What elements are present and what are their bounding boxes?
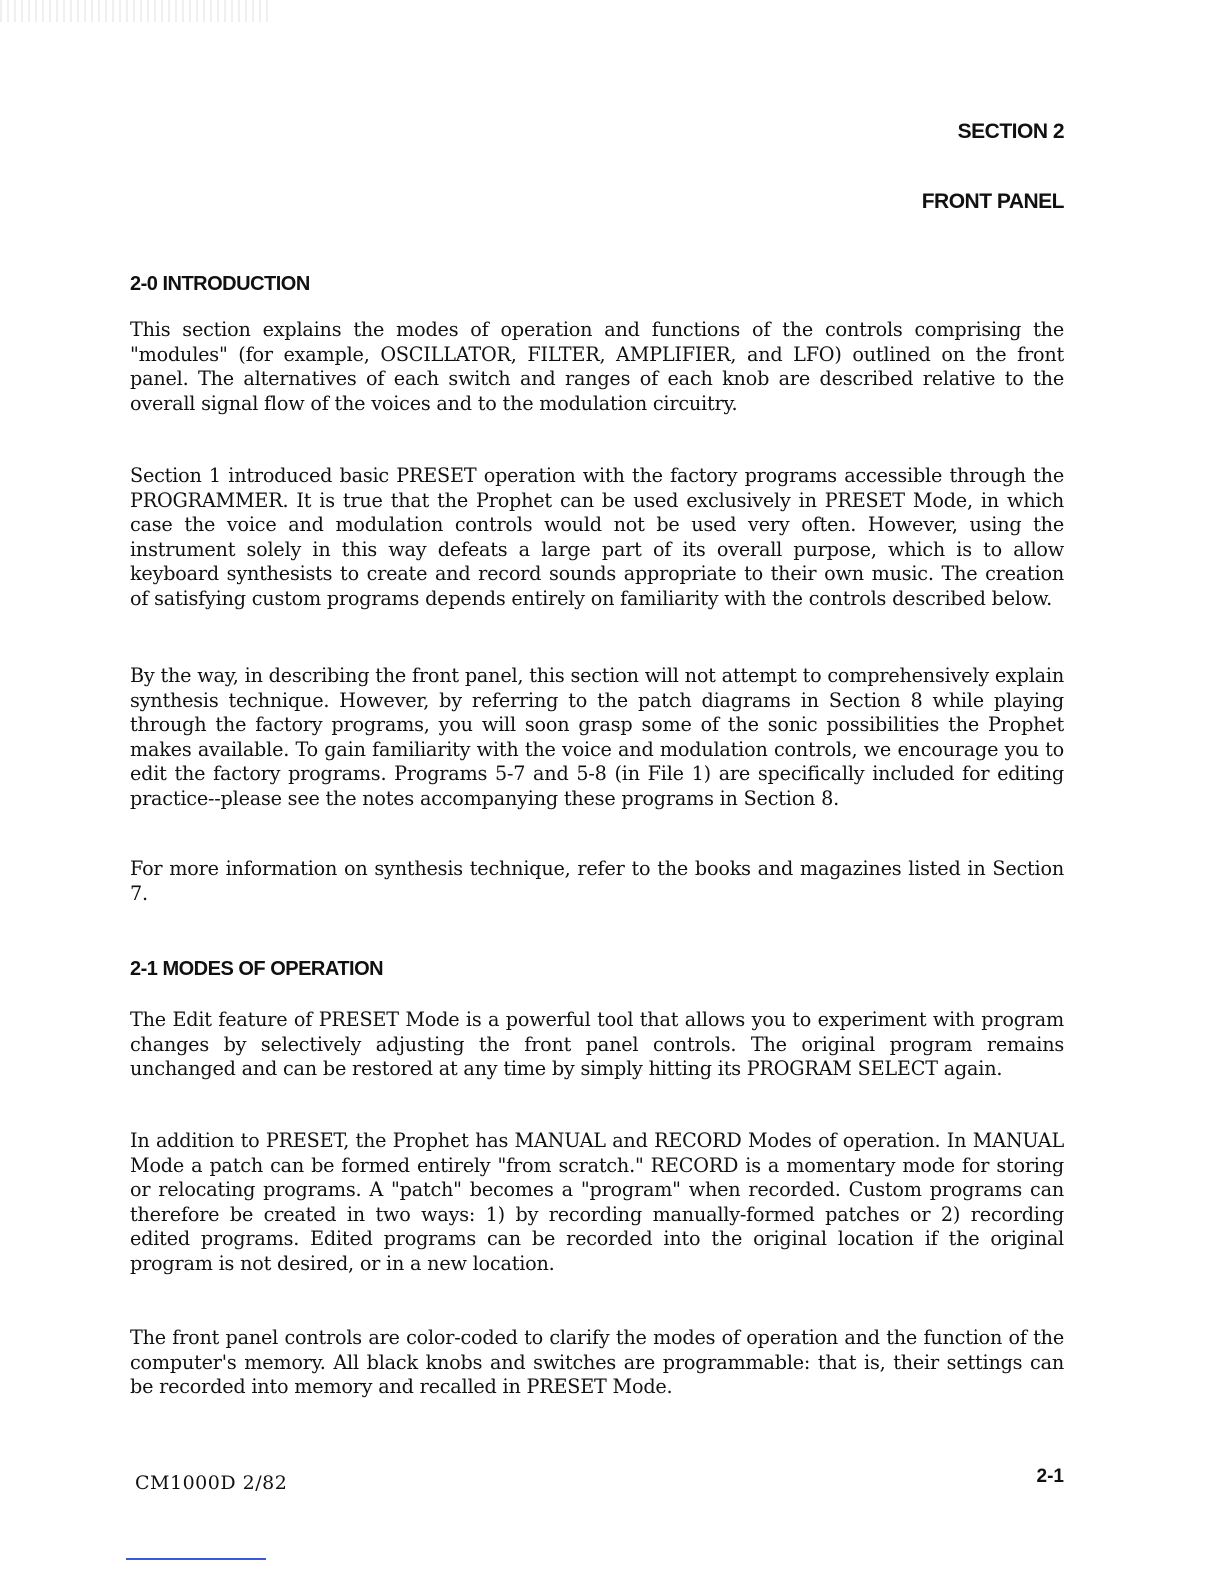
intro-paragraph-2: Section 1 introduced basic PRESET operation with the factory programs accessible through the PROGRAMMER. It is true that the Prophet can be used exclusively in PRESET Mode, in which case the voice and modulation controls would not be used very often. However, using the instrument solely in this way defeats a large part of its overall purpose, which is to allow keyboard synthesists to create and record sounds appropriate to their own music. The creation of satisfying custom programs depends entirely on familiarity with the controls described below. bbox=[130, 464, 1064, 610]
scan-artifact bbox=[0, 0, 270, 22]
modes-paragraph-2: In addition to PRESET, the Prophet has MANUAL and RECORD Modes of operation. In MANUAL Mode a patch can be formed entirely "from scratch." RECORD is a momentary mode for storing or relocating programs. A "patch" becomes a "program" when recorded. Custom programs can therefore be created in two ways: 1) by recording manually-formed patches or 2) recording edited programs. Edited programs can be recorded into the original location if the original program is not desired, or in a new location. bbox=[130, 1129, 1064, 1275]
section-title: FRONT PANEL bbox=[921, 190, 1064, 213]
intro-paragraph-4: For more information on synthesis technique, refer to the books and magazines listed in Section 7. bbox=[130, 857, 1064, 905]
modes-paragraph-1: The Edit feature of PRESET Mode is a powerful tool that allows you to experiment with program changes by selectively adjusting the front panel controls. The original program remains unchanged and can be restored at any time by simply hitting its PROGRAM SELECT again. bbox=[130, 1008, 1064, 1080]
heading-modes-of-operation: 2-1 MODES OF OPERATION bbox=[130, 958, 384, 980]
footer-rule bbox=[126, 1558, 266, 1560]
intro-paragraph-3: By the way, in describing the front panel, this section will not attempt to comprehensively explain synthesis technique. However, by referring to the patch diagrams in Section 8 while playing through the factory programs, you will soon grasp some of the sonic possibilities the Prophet makes available. To gain familiarity with the voice and modulation controls, we encourage you to edit the factory programs. Programs 5-7 and 5-8 (in File 1) are specifically included for editing practice--please see the notes accompanying these programs in Section 8. bbox=[130, 664, 1064, 810]
page-number: 2-1 bbox=[1036, 1466, 1064, 1487]
document-id: CM1000D 2/82 bbox=[135, 1472, 288, 1494]
section-number: SECTION 2 bbox=[957, 120, 1064, 143]
heading-introduction: 2-0 INTRODUCTION bbox=[130, 273, 310, 295]
modes-paragraph-3: The front panel controls are color-coded to clarify the modes of operation and the function of the computer's memory. All black knobs and switches are programmable: that is, their settings can be recorded into memory and recalled in PRESET Mode. bbox=[130, 1326, 1064, 1398]
intro-paragraph-1: This section explains the modes of operation and functions of the controls comprising the "modules" (for example, OSCILLATOR, FILTER, AMPLIFIER, and LFO) outlined on the front panel. The alternatives of each switch and ranges of each knob are described relative to the overall signal flow of the voices and to the modulation circuitry. bbox=[130, 318, 1064, 415]
